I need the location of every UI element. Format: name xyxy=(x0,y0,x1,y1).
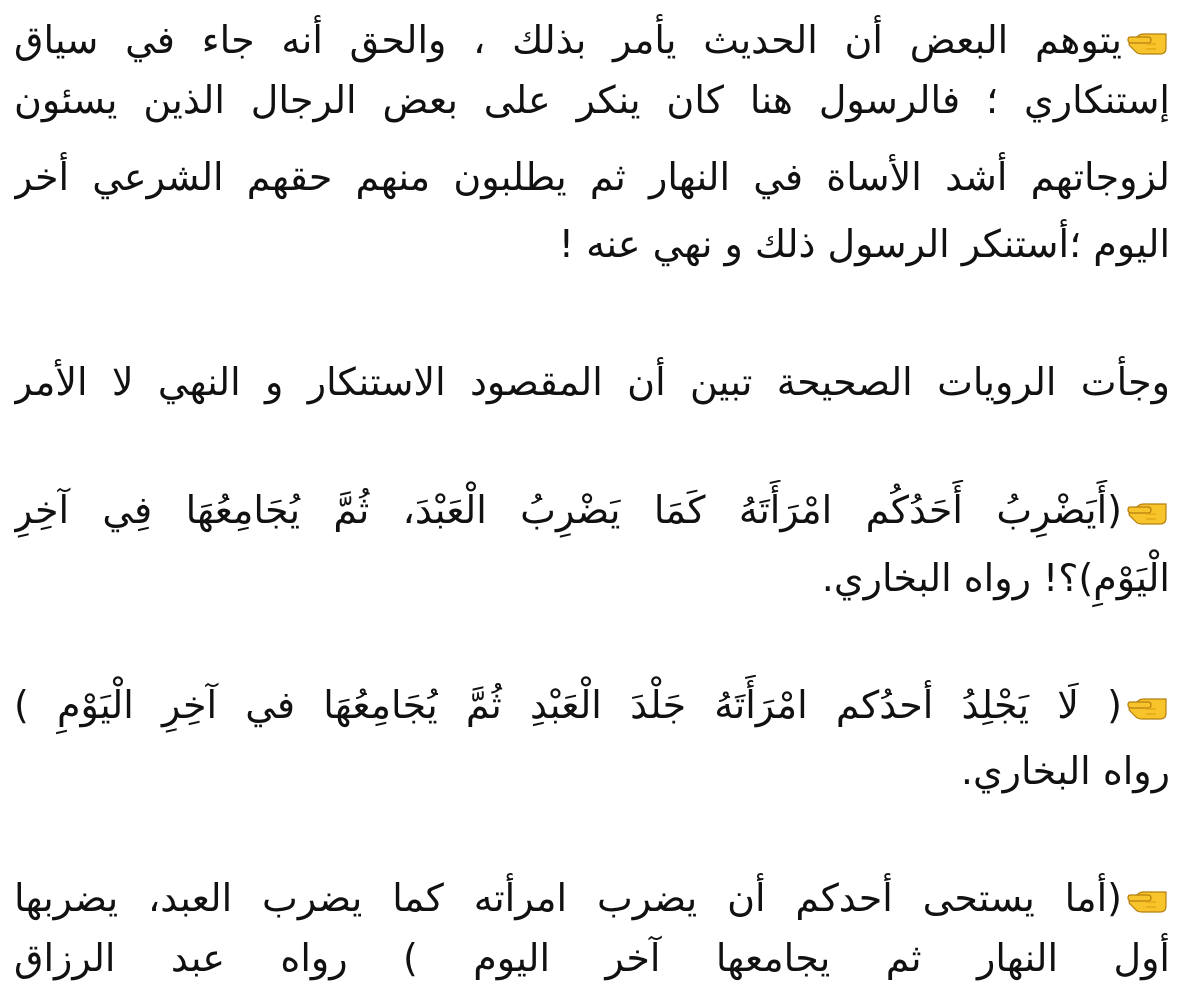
pointing-hand-icon xyxy=(1126,496,1170,530)
paragraph-2-line-1: وجأت الرويات الصحيحة تبين أن المقصود الاستنكار و النهي لا الأمر xyxy=(14,360,1170,404)
pointing-hand-icon xyxy=(1126,884,1170,918)
paragraph-1-line-1: يتوهم البعض أن الحديث يأمر بذلك ، والحق أنه جاء في سياق xyxy=(14,10,1170,70)
paragraph-3-line-2: الْيَوْمِ)؟! رواه البخاري. xyxy=(821,556,1170,600)
paragraph-1-line-4: اليوم ؛أستنكر الرسول ذلك و نهي عنه ! xyxy=(558,222,1170,266)
paragraph-5-line-1: (أما يستحى أحدكم أن يضرب امرأته كما يضرب العبد، يضربها xyxy=(14,868,1170,928)
paragraph-1-line-3: لزوجاتهم أشد الأساة في النهار ثم يطلبون منهم حقهم الشرعي أخر xyxy=(14,155,1170,199)
pointing-hand-icon xyxy=(1126,691,1170,725)
pointing-hand-icon xyxy=(1126,26,1170,60)
paragraph-1-line-2: إستنكاري ؛ فالرسول هنا كان ينكر على بعض الرجال الذين يسئون xyxy=(14,78,1170,122)
paragraph-4-line-2: رواه البخاري. xyxy=(960,749,1170,793)
paragraph-4-line-1: ( لَا يَجْلِدُ أحدُكم امْرَأَتَهُ جَلْدَ الْعَبْدِ ثُمَّ يُجَامِعُهَا في آخِرِ الْيَوْمِ ) xyxy=(14,675,1170,735)
paragraph-5-line-2: أول النهار ثم يجامعها آخر اليوم ) رواه عبد الرزاق xyxy=(14,936,1170,980)
paragraph-3-line-1: (أَيَضْرِبُ أَحَدُكُم امْرَأَتَهُ كَمَا يَضْرِبُ الْعَبْدَ، ثُمَّ يُجَامِعُهَا فِي آخِرِ xyxy=(14,480,1170,540)
